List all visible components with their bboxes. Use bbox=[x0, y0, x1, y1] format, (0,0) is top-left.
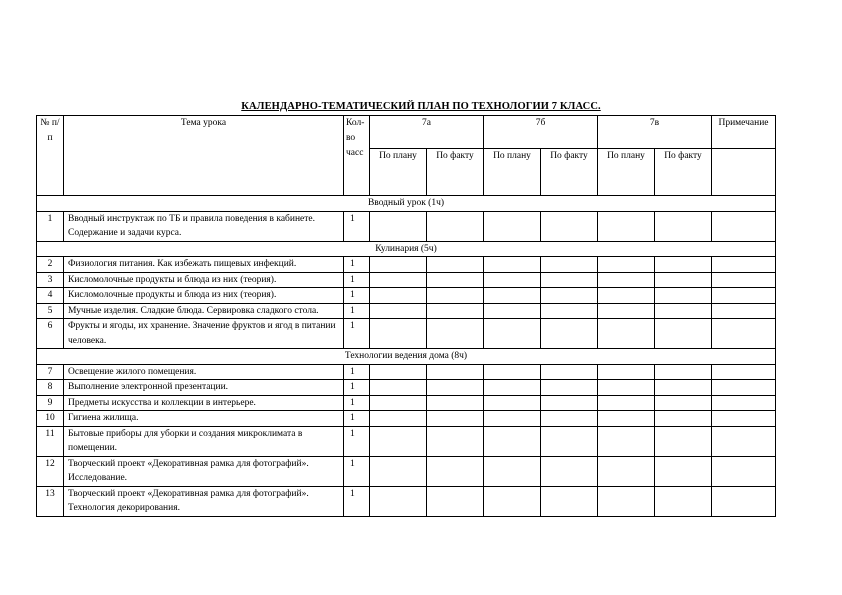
header-num: № п/ п bbox=[37, 116, 64, 196]
cell-fact-b bbox=[541, 257, 598, 273]
table-row bbox=[37, 272, 776, 288]
row-number: 10 bbox=[37, 411, 64, 427]
cell-plan-v bbox=[598, 272, 655, 288]
row-hours: 1 bbox=[344, 272, 370, 288]
row-hours: 1 bbox=[344, 364, 370, 380]
cell-fact-b bbox=[541, 411, 598, 427]
cell-plan-a bbox=[370, 395, 427, 411]
row-number: 2 bbox=[37, 257, 64, 273]
cell-plan-a bbox=[370, 380, 427, 396]
cell-plan-v bbox=[598, 486, 655, 516]
cell-plan-b bbox=[484, 211, 541, 241]
cell-fact-a bbox=[427, 303, 484, 319]
row-number: 5 bbox=[37, 303, 64, 319]
cell-plan-b bbox=[484, 411, 541, 427]
cell-fact-a bbox=[427, 319, 484, 349]
section-title: Кулинария (5ч) bbox=[37, 241, 776, 257]
table-row bbox=[37, 211, 776, 241]
cell-plan-v bbox=[598, 319, 655, 349]
cell-fact-b bbox=[541, 486, 598, 516]
row-number: 9 bbox=[37, 395, 64, 411]
cell-note bbox=[712, 456, 776, 486]
row-hours: 1 bbox=[344, 456, 370, 486]
row-hours: 1 bbox=[344, 411, 370, 427]
row-number: 6 bbox=[37, 319, 64, 349]
cell-fact-a bbox=[427, 426, 484, 456]
cell-note bbox=[712, 211, 776, 241]
cell-fact-a bbox=[427, 288, 484, 304]
header-note: Примечание bbox=[712, 116, 776, 149]
table-row bbox=[37, 364, 776, 380]
row-topic: Кисломолочные продукты и блюда из них (теория). bbox=[64, 272, 344, 288]
cell-note bbox=[712, 411, 776, 427]
header-plan-a: По плану bbox=[370, 149, 427, 196]
cell-fact-v bbox=[655, 319, 712, 349]
row-topic: Выполнение электронной презентации. bbox=[64, 380, 344, 396]
header-plan-b: По плану bbox=[484, 149, 541, 196]
cell-plan-b bbox=[484, 426, 541, 456]
table-row bbox=[37, 486, 776, 516]
cell-note bbox=[712, 486, 776, 516]
cell-note bbox=[712, 319, 776, 349]
cell-fact-b bbox=[541, 303, 598, 319]
cell-fact-a bbox=[427, 211, 484, 241]
cell-plan-a bbox=[370, 456, 427, 486]
cell-fact-v bbox=[655, 411, 712, 427]
row-hours: 1 bbox=[344, 426, 370, 456]
cell-fact-b bbox=[541, 319, 598, 349]
row-topic: Предметы искусства и коллекции в интерьере. bbox=[64, 395, 344, 411]
cell-fact-a bbox=[427, 411, 484, 427]
row-number: 1 bbox=[37, 211, 64, 241]
cell-fact-a bbox=[427, 272, 484, 288]
cell-plan-v bbox=[598, 456, 655, 486]
row-number: 7 bbox=[37, 364, 64, 380]
cell-fact-v bbox=[655, 303, 712, 319]
cell-note bbox=[712, 303, 776, 319]
cell-plan-v bbox=[598, 426, 655, 456]
cell-plan-a bbox=[370, 364, 427, 380]
cell-plan-b bbox=[484, 303, 541, 319]
row-hours: 1 bbox=[344, 288, 370, 304]
row-number: 8 bbox=[37, 380, 64, 396]
header-topic: Тема урока bbox=[64, 116, 344, 196]
cell-fact-a bbox=[427, 395, 484, 411]
row-hours: 1 bbox=[344, 319, 370, 349]
cell-plan-v bbox=[598, 395, 655, 411]
cell-fact-v bbox=[655, 288, 712, 304]
cell-fact-b bbox=[541, 456, 598, 486]
cell-fact-v bbox=[655, 364, 712, 380]
cell-plan-b bbox=[484, 456, 541, 486]
row-hours: 1 bbox=[344, 395, 370, 411]
cell-plan-a bbox=[370, 257, 427, 273]
plan-body bbox=[37, 196, 776, 517]
cell-note bbox=[712, 288, 776, 304]
row-topic: Мучные изделия. Сладкие блюда. Сервировка сладкого стола. bbox=[64, 303, 344, 319]
cell-plan-v bbox=[598, 257, 655, 273]
header-class-a: 7а bbox=[370, 116, 484, 149]
table-row bbox=[37, 288, 776, 304]
header-fact-v: По факту bbox=[655, 149, 712, 196]
cell-plan-a bbox=[370, 486, 427, 516]
row-topic: Бытовые приборы для уборки и создания микроклимата в помещении. bbox=[64, 426, 344, 456]
cell-plan-a bbox=[370, 272, 427, 288]
header-fact-b: По факту bbox=[541, 149, 598, 196]
table-row bbox=[37, 380, 776, 396]
row-number: 4 bbox=[37, 288, 64, 304]
cell-plan-b bbox=[484, 288, 541, 304]
cell-note bbox=[712, 364, 776, 380]
cell-plan-v bbox=[598, 288, 655, 304]
row-number: 3 bbox=[37, 272, 64, 288]
cell-fact-b bbox=[541, 364, 598, 380]
cell-plan-b bbox=[484, 380, 541, 396]
cell-plan-a bbox=[370, 303, 427, 319]
cell-fact-a bbox=[427, 364, 484, 380]
table-row bbox=[37, 257, 776, 273]
cell-plan-a bbox=[370, 288, 427, 304]
table-row bbox=[37, 411, 776, 427]
cell-plan-b bbox=[484, 257, 541, 273]
row-topic: Фрукты и ягоды, их хранение. Значение фруктов и ягод в питании человека. bbox=[64, 319, 344, 349]
table-row bbox=[37, 319, 776, 349]
cell-note bbox=[712, 426, 776, 456]
cell-fact-v bbox=[655, 257, 712, 273]
table-row bbox=[37, 395, 776, 411]
table-row bbox=[37, 456, 776, 486]
cell-plan-v bbox=[598, 303, 655, 319]
cell-fact-b bbox=[541, 288, 598, 304]
cell-fact-b bbox=[541, 380, 598, 396]
table-row bbox=[37, 426, 776, 456]
cell-plan-a bbox=[370, 426, 427, 456]
header-class-v: 7в bbox=[598, 116, 712, 149]
cell-note bbox=[712, 395, 776, 411]
cell-fact-b bbox=[541, 426, 598, 456]
cell-plan-b bbox=[484, 319, 541, 349]
cell-fact-a bbox=[427, 380, 484, 396]
cell-fact-b bbox=[541, 211, 598, 241]
header-plan-v: По плану bbox=[598, 149, 655, 196]
cell-fact-b bbox=[541, 272, 598, 288]
cell-plan-a bbox=[370, 211, 427, 241]
cell-plan-b bbox=[484, 364, 541, 380]
row-hours: 1 bbox=[344, 303, 370, 319]
cell-fact-v bbox=[655, 426, 712, 456]
row-hours: 1 bbox=[344, 211, 370, 241]
cell-plan-b bbox=[484, 486, 541, 516]
table-row bbox=[37, 303, 776, 319]
cell-fact-v bbox=[655, 211, 712, 241]
row-topic: Гигиена жилища. bbox=[64, 411, 344, 427]
cell-plan-a bbox=[370, 411, 427, 427]
header-fact-a: По факту bbox=[427, 149, 484, 196]
cell-fact-v bbox=[655, 456, 712, 486]
row-topic: Творческий проект «Декоративная рамка для фотографий». Исследование. bbox=[64, 456, 344, 486]
cell-plan-b bbox=[484, 395, 541, 411]
header-count: Кол-во часс bbox=[344, 116, 370, 196]
row-topic: Вводный инструктаж по ТБ и правила поведения в кабинете. Содержание и задачи курса. bbox=[64, 211, 344, 241]
row-topic: Освещение жилого помещения. bbox=[64, 364, 344, 380]
cell-fact-v bbox=[655, 380, 712, 396]
cell-note bbox=[712, 257, 776, 273]
row-number: 13 bbox=[37, 486, 64, 516]
cell-plan-b bbox=[484, 272, 541, 288]
cell-fact-v bbox=[655, 486, 712, 516]
cell-fact-v bbox=[655, 395, 712, 411]
section-title: Вводный урок (1ч) bbox=[37, 196, 776, 212]
cell-fact-a bbox=[427, 456, 484, 486]
cell-plan-v bbox=[598, 364, 655, 380]
page-title: КАЛЕНДАРНО-ТЕМАТИЧЕСКИЙ ПЛАН ПО ТЕХНОЛОГИИ 7 КЛАСС. bbox=[241, 101, 601, 112]
row-number: 11 bbox=[37, 426, 64, 456]
header-class-b: 7б bbox=[484, 116, 598, 149]
cell-plan-v bbox=[598, 411, 655, 427]
row-hours: 1 bbox=[344, 257, 370, 273]
row-topic: Творческий проект «Декоративная рамка для фотографий». Технология декорирования. bbox=[64, 486, 344, 516]
cell-note bbox=[712, 272, 776, 288]
cell-plan-v bbox=[598, 211, 655, 241]
cell-plan-a bbox=[370, 319, 427, 349]
cell-plan-v bbox=[598, 380, 655, 396]
row-hours: 1 bbox=[344, 380, 370, 396]
cell-fact-a bbox=[427, 486, 484, 516]
header-note-empty bbox=[712, 149, 776, 196]
cell-fact-v bbox=[655, 272, 712, 288]
row-number: 12 bbox=[37, 456, 64, 486]
section-title: Технологии ведения дома (8ч) bbox=[37, 349, 776, 365]
row-topic: Физиология питания. Как избежать пищевых инфекций. bbox=[64, 257, 344, 273]
plan-table bbox=[36, 115, 776, 517]
row-topic: Кисломолочные продукты и блюда из них (теория). bbox=[64, 288, 344, 304]
row-hours: 1 bbox=[344, 486, 370, 516]
cell-fact-a bbox=[427, 257, 484, 273]
cell-note bbox=[712, 380, 776, 396]
cell-fact-b bbox=[541, 395, 598, 411]
